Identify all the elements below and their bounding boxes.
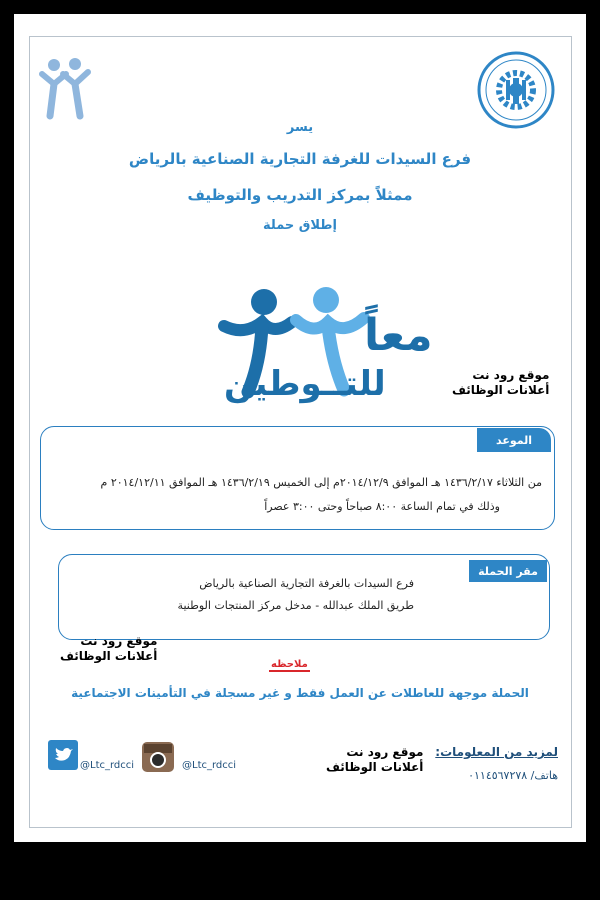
twitter-bird-icon [48,740,78,770]
instagram-handle[interactable]: @Ltc_rdcci [182,760,237,771]
watermark-3 [326,745,423,775]
watermark-1-line1: موقع رود نت [472,368,550,382]
watermark-1-line2: أعلانات الوظائف [452,383,550,397]
poster-page [14,14,586,842]
twitter-icon[interactable] [48,740,78,770]
watermark-2-line1: موقع رود نت [80,634,158,648]
header-line-2: فرع السيدات للغرفة التجارية الصناعية بالرياض [128,150,472,168]
note-text: الحملة موجهة للعاطلات عن العمل فقط و غير مسجلة في التأمينات الاجتماعية [71,686,529,700]
venue-tab: مقر الحملة [469,560,547,582]
contact-phone: هاتف/ ٠١١٤٥٦٧٢٧٨ [468,769,558,782]
header-line-1: يسر [286,120,314,135]
header-line-4: إطلاق حملة [263,218,337,233]
schedule-line-1: من الثلاثاء ١٤٣٦/٢/١٧ هـ الموافق ٢٠١٤/١٢/٩م إلى الخميس ١٤٣٦/٢/١٩ هـ الموافق ٢٠١٤/١٢/١١ م [100,476,542,489]
schedule-line-2: وذلك في تمام الساعة ٨:٠٠ صباحاً وحتى ٣:٠٠ عصراً [264,500,500,513]
note-label: ملاحظه [271,659,308,670]
campaign-title: معاً [364,310,433,361]
header-line-3: ممثلاً بمركز التدريب والتوظيف [187,186,413,204]
campaign-subtitle: للتــوطين [224,364,386,404]
people-logo-icon [38,56,94,122]
watermark-1 [452,368,549,398]
venue-line-1: فرع السيدات بالغرفة التجارية الصناعية بالرياض [199,577,414,590]
watermark-3-line2: أعلانات الوظائف [326,760,424,774]
instagram-camera-icon [142,742,174,772]
watermark-2 [60,634,157,664]
watermark-3-line1: موقع رود نت [346,745,424,759]
chamber-seal-icon [476,50,556,130]
contact-heading: لمزيد من المعلومات: [435,745,558,759]
campaign-logo [164,254,454,414]
venue-line-2: طريق الملك عبدالله - مدخل مركز المنتجات الوطنية [177,599,414,612]
twitter-handle[interactable]: @Ltc_rdcci [80,760,135,771]
watermark-2-line2: أعلانات الوظائف [60,649,158,663]
instagram-icon[interactable] [142,742,174,772]
schedule-tab: الموعد [477,428,551,452]
